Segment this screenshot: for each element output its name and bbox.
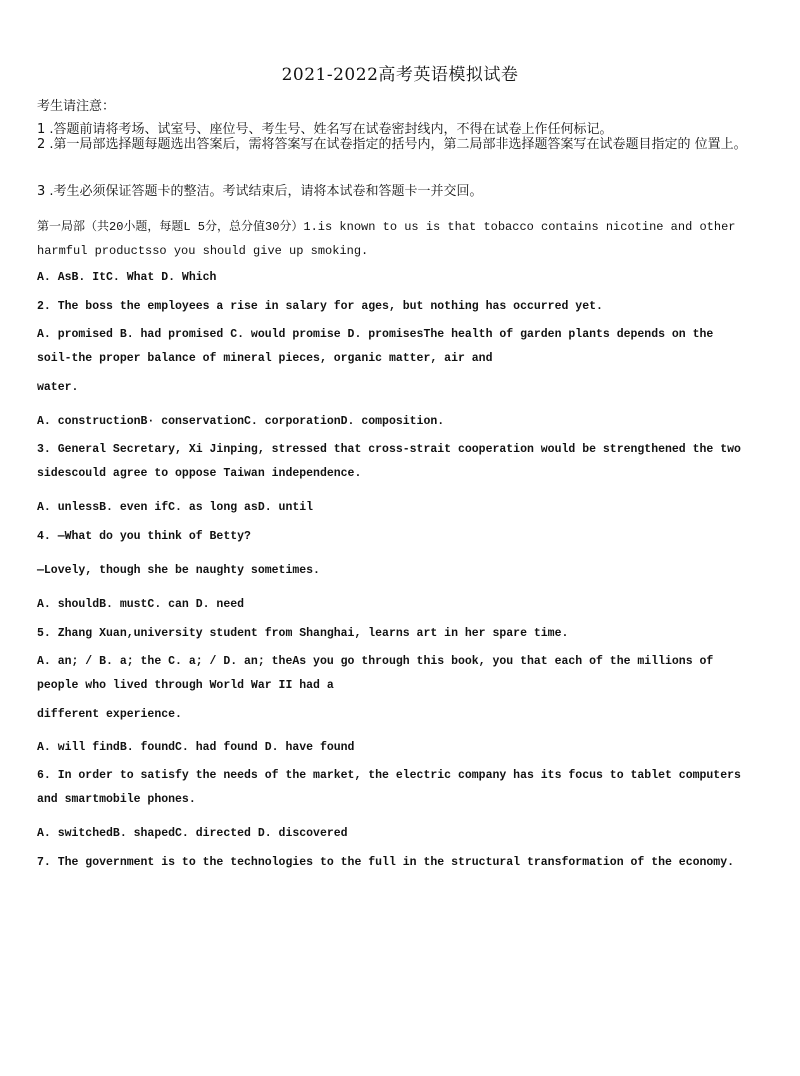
q3-options: A. unlessB. even ifC. as long asD. until (37, 501, 314, 514)
q5-options: A. an; / B. a; the C. a; / D. an; theAs you go through this book, you that each of the millions of people who lived through World War II had a (37, 655, 714, 692)
q4-options: A. shouldB. mustC. can D. need (37, 598, 245, 611)
options-line: A. constructionB· conservationC. corporationD. composition. (37, 415, 445, 428)
q3-stem: 3. General Secretary, Xi Jinping, stressed that cross-strait cooperation would be strengthened the two sidescould agree to oppose Taiwan independence. (37, 443, 741, 480)
q4-response: —Lovely, though she be naughty sometimes. (37, 564, 320, 577)
notice-heading: 考生请注意： (37, 99, 116, 114)
q7-stem: 7. The government is to the technologies to the full in the structural transformation of the economy. (37, 856, 735, 869)
section-intro: 第一局部（共20小题，每题L 5分，总分值30分）1.is known to us is that tobacco contains nicotine and other harmful productsso you should give up smoking. (37, 220, 736, 258)
q2-continuation: water. (37, 381, 79, 394)
q5-stem: 5. Zhang Xuan,university student from Shanghai, learns art in her spare time. (37, 627, 569, 640)
notice-item-3: 3 .考生必须保证答题卡的整洁。考试结束后，请将本试卷和答题卡一并交回。 (37, 184, 483, 199)
q6-options: A. switchedB. shapedC. directed D. discovered (37, 827, 348, 840)
q4-stem: 4. —What do you think of Betty? (37, 530, 251, 543)
q5-continuation: different experience. (37, 708, 182, 721)
notice-item-1: 1 .答题前请将考场、试室号、座位号、考生号、姓名写在试卷密封线内，不得在试卷上作任何标记。 (37, 122, 613, 137)
q6-stem: 6. In order to satisfy the needs of the market, the electric company has its focus to tablet computers and smartmobile phones. (37, 769, 741, 806)
q2-options: A. promised B. had promised C. would promise D. promisesThe health of garden plants depends on the soil-the proper balance of mineral pieces, organic matter, air and (37, 328, 714, 365)
page-title: 2021-2022高考英语模拟试卷 (281, 65, 519, 85)
q2-stem: 2. The boss the employees a rise in salary for ages, but nothing has occurred yet. (37, 300, 603, 313)
notice-item-2: 2 .第一局部选择题每题选出答案后，需将答案写在试卷指定的括号内，第二局部非选择题答案写在试卷题目指定的 位置上。 (37, 137, 747, 152)
q1-options: A. AsB. ItC. What D. Which (37, 271, 217, 284)
q5b-options: A. will findB. foundC. had found D. have found (37, 741, 355, 754)
